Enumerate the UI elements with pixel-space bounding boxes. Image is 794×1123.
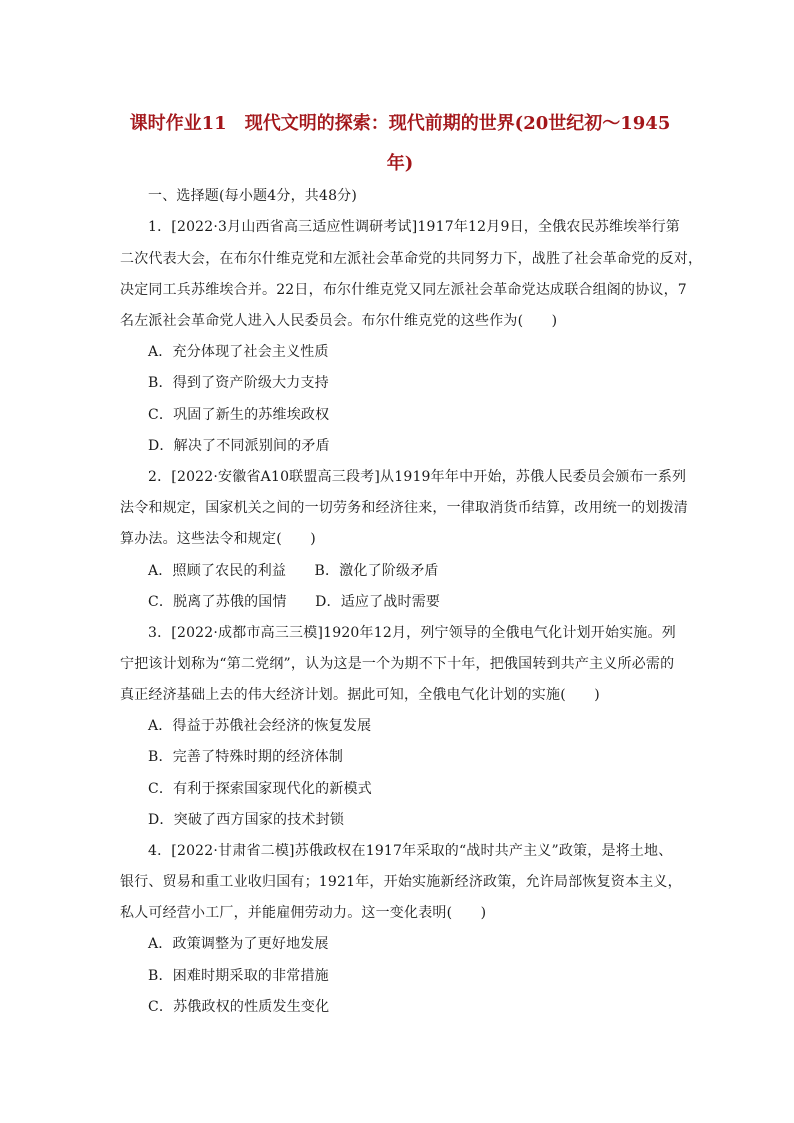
question-1-line-2: 二次代表大会，在布尔什维克党和左派社会革命党的共同努力下，战胜了社会革命党的反对，: [120, 251, 703, 267]
question-2-options-cd: C．脱离了苏俄的国情 D．适应了战时需要: [148, 594, 441, 610]
question-3-line-2: 宁把该计划称为“第二党纲”，认为这是一个为期不下十年，把俄国转到共产主义所必需的: [120, 656, 675, 672]
question-4-option-a: A．政策调整为了更好地发展: [148, 936, 329, 952]
question-3-option-c: C．有利于探索国家现代化的新模式: [148, 781, 372, 797]
question-3-option-a: A．得益于苏俄社会经济的恢复发展: [148, 718, 372, 734]
section-heading: 一、选择题(每小题4分，共48分): [148, 188, 358, 204]
question-1-option-a: A．充分体现了社会主义性质: [148, 344, 329, 360]
question-2-line-3: 算办法。这些法令和规定( ): [120, 531, 316, 547]
question-1-option-c: C．巩固了新生的苏维埃政权: [148, 407, 330, 423]
question-1-option-b: B．得到了资产阶级大力支持: [148, 375, 329, 391]
question-2-options-ab: A．照顾了农民的利益 B．激化了阶级矛盾: [148, 563, 439, 579]
question-4-line-1: 4．[2022·甘肃省二模]苏俄政权在1917年采取的“战时共产主义”政策，是将土地、: [148, 843, 673, 859]
question-2-line-2: 法令和规定，国家机关之间的一切劳务和经济往来，一律取消货币结算，改用统一的划拨清: [120, 500, 688, 516]
question-4-line-2: 银行、贸易和重工业收归国有；1921年，开始实施新经济政策，允许局部恢复资本主义，: [120, 874, 682, 890]
question-1-line-1: 1．[2022·3月山西省高三适应性调研考试]1917年12月9日，全俄农民苏维埃举行第: [148, 219, 680, 235]
question-4-line-3: 私人可经营小工厂，并能雇佣劳动力。这一变化表明( ): [120, 905, 487, 921]
question-4-option-c: C．苏俄政权的性质发生变化: [148, 999, 330, 1015]
question-3-option-d: D．突破了西方国家的技术封锁: [148, 812, 345, 828]
title-line-1: 课时作业11 现代文明的探索：现代前期的世界(20世纪初～1945: [129, 113, 671, 134]
question-2-line-1: 2．[2022·安徽省A10联盟高三段考]从1919年年中开始，苏俄人民委员会颁布一系列: [148, 469, 687, 485]
question-3-line-1: 3．[2022·成都市高三三模]1920年12月，列宁领导的全俄电气化计划开始实施。列: [148, 625, 676, 641]
page-title: [120, 104, 680, 184]
question-3-option-b: B．完善了特殊时期的经济体制: [148, 749, 344, 765]
question-1-line-4: 名左派社会革命党人进入人民委员会。布尔什维克党的这些作为( ): [120, 313, 558, 329]
question-4-option-b: B．困难时期采取的非常措施: [148, 968, 329, 984]
question-1-line-3: 决定同工兵苏维埃合并。22日，布尔什维克党又同左派社会革命党达成联合组阁的协议，7: [120, 282, 687, 298]
question-1-option-d: D．解决了不同派别间的矛盾: [148, 438, 330, 454]
question-3-line-3: 真正经济基础上去的伟大经济计划。据此可知，全俄电气化计划的实施( ): [120, 687, 600, 703]
title-line-2: 年): [386, 153, 414, 174]
